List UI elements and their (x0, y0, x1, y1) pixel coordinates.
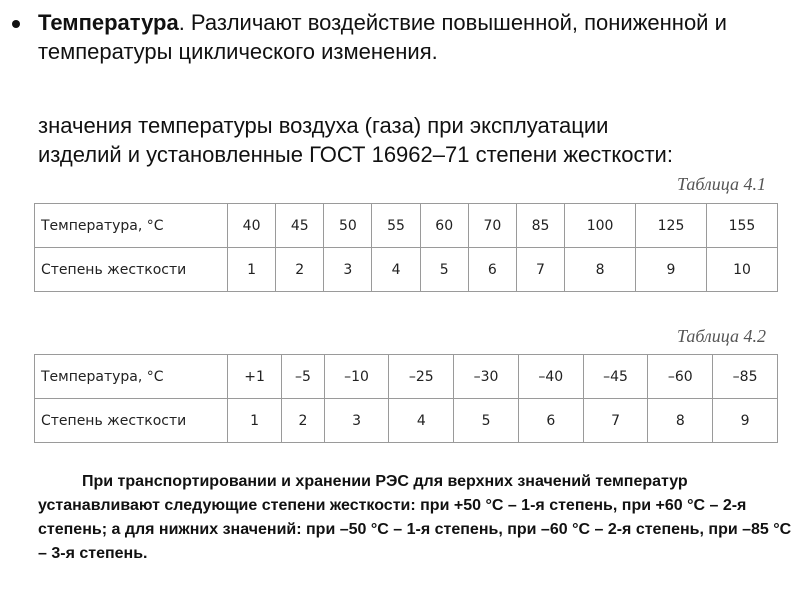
table-cell: 125 (636, 204, 707, 248)
bullet-term: Температура (38, 10, 179, 35)
table-cell: 85 (516, 204, 564, 248)
table-cell: 6 (518, 399, 583, 443)
bullet-paragraph (38, 8, 788, 66)
table-cell: 50 (324, 204, 372, 248)
table-cell: 1 (228, 248, 276, 292)
table-cell: 100 (565, 204, 636, 248)
row-label-temperature: Температура, °С (35, 355, 228, 399)
table-cell: 9 (636, 248, 707, 292)
table-cell: 5 (420, 248, 468, 292)
table-cell: 8 (648, 399, 713, 443)
table-cell: 4 (372, 248, 420, 292)
table-cell: 6 (468, 248, 516, 292)
table-cell: –45 (583, 355, 648, 399)
row-label-severity: Степень жесткости (35, 248, 228, 292)
table-caption-4-1: Таблица 4.1 (676, 174, 766, 194)
table-cell: 3 (324, 399, 389, 443)
table-cell: 45 (276, 204, 324, 248)
table-cell: 9 (713, 399, 778, 443)
table-row-severity (35, 248, 778, 292)
table-cell: –5 (282, 355, 324, 399)
transport-text: При транспортировании и хранении РЭС для верхних значений температур устанавливают следующие степени жесткости: при +50 °С – 1-я степень, при +60 °С – 2-я степень; а для нижних значений: при –50 °С – 1-я степень, при –60 °С – 2-я степень, при –85 °С – 3-я степень. (38, 473, 792, 562)
row-label-temperature: Температура, °С (35, 204, 228, 248)
table-cell: 155 (706, 204, 777, 248)
table-cell: 3 (324, 248, 372, 292)
table-cell: 5 (454, 399, 519, 443)
table-cell: –40 (518, 355, 583, 399)
bullet-dot-icon (12, 20, 20, 28)
table-4-1 (34, 203, 778, 292)
table-cell: –60 (648, 355, 713, 399)
table-cell: 8 (565, 248, 636, 292)
table-cell: 60 (420, 204, 468, 248)
table-cell: 2 (276, 248, 324, 292)
table-cell: 70 (468, 204, 516, 248)
table-4-2 (34, 354, 778, 443)
table-cell: 7 (583, 399, 648, 443)
bullet-text: . Различают воздействие повышенной, пониженной и температуры циклического изменения. (38, 10, 727, 64)
description-paragraph: значения температуры воздуха (газа) при эксплуатации изделий и установленные ГОСТ 16962–71 степени жесткости: (38, 113, 673, 167)
table-cell: 10 (706, 248, 777, 292)
table-cell: –85 (713, 355, 778, 399)
table-cell: 40 (228, 204, 276, 248)
table-row-temperature (35, 204, 778, 248)
table-caption-4-2: Таблица 4.2 (676, 326, 766, 346)
row-label-severity: Степень жесткости (35, 399, 228, 443)
table-cell: 1 (228, 399, 282, 443)
table-cell: 55 (372, 204, 420, 248)
table-cell: 2 (282, 399, 324, 443)
table-row-severity (35, 399, 778, 443)
transport-paragraph (38, 470, 793, 566)
table-cell: –30 (454, 355, 519, 399)
table-cell: –25 (389, 355, 454, 399)
table-cell: +1 (228, 355, 282, 399)
table-cell: 4 (389, 399, 454, 443)
table-row-temperature (35, 355, 778, 399)
table-cell: –10 (324, 355, 389, 399)
table-cell: 7 (516, 248, 564, 292)
